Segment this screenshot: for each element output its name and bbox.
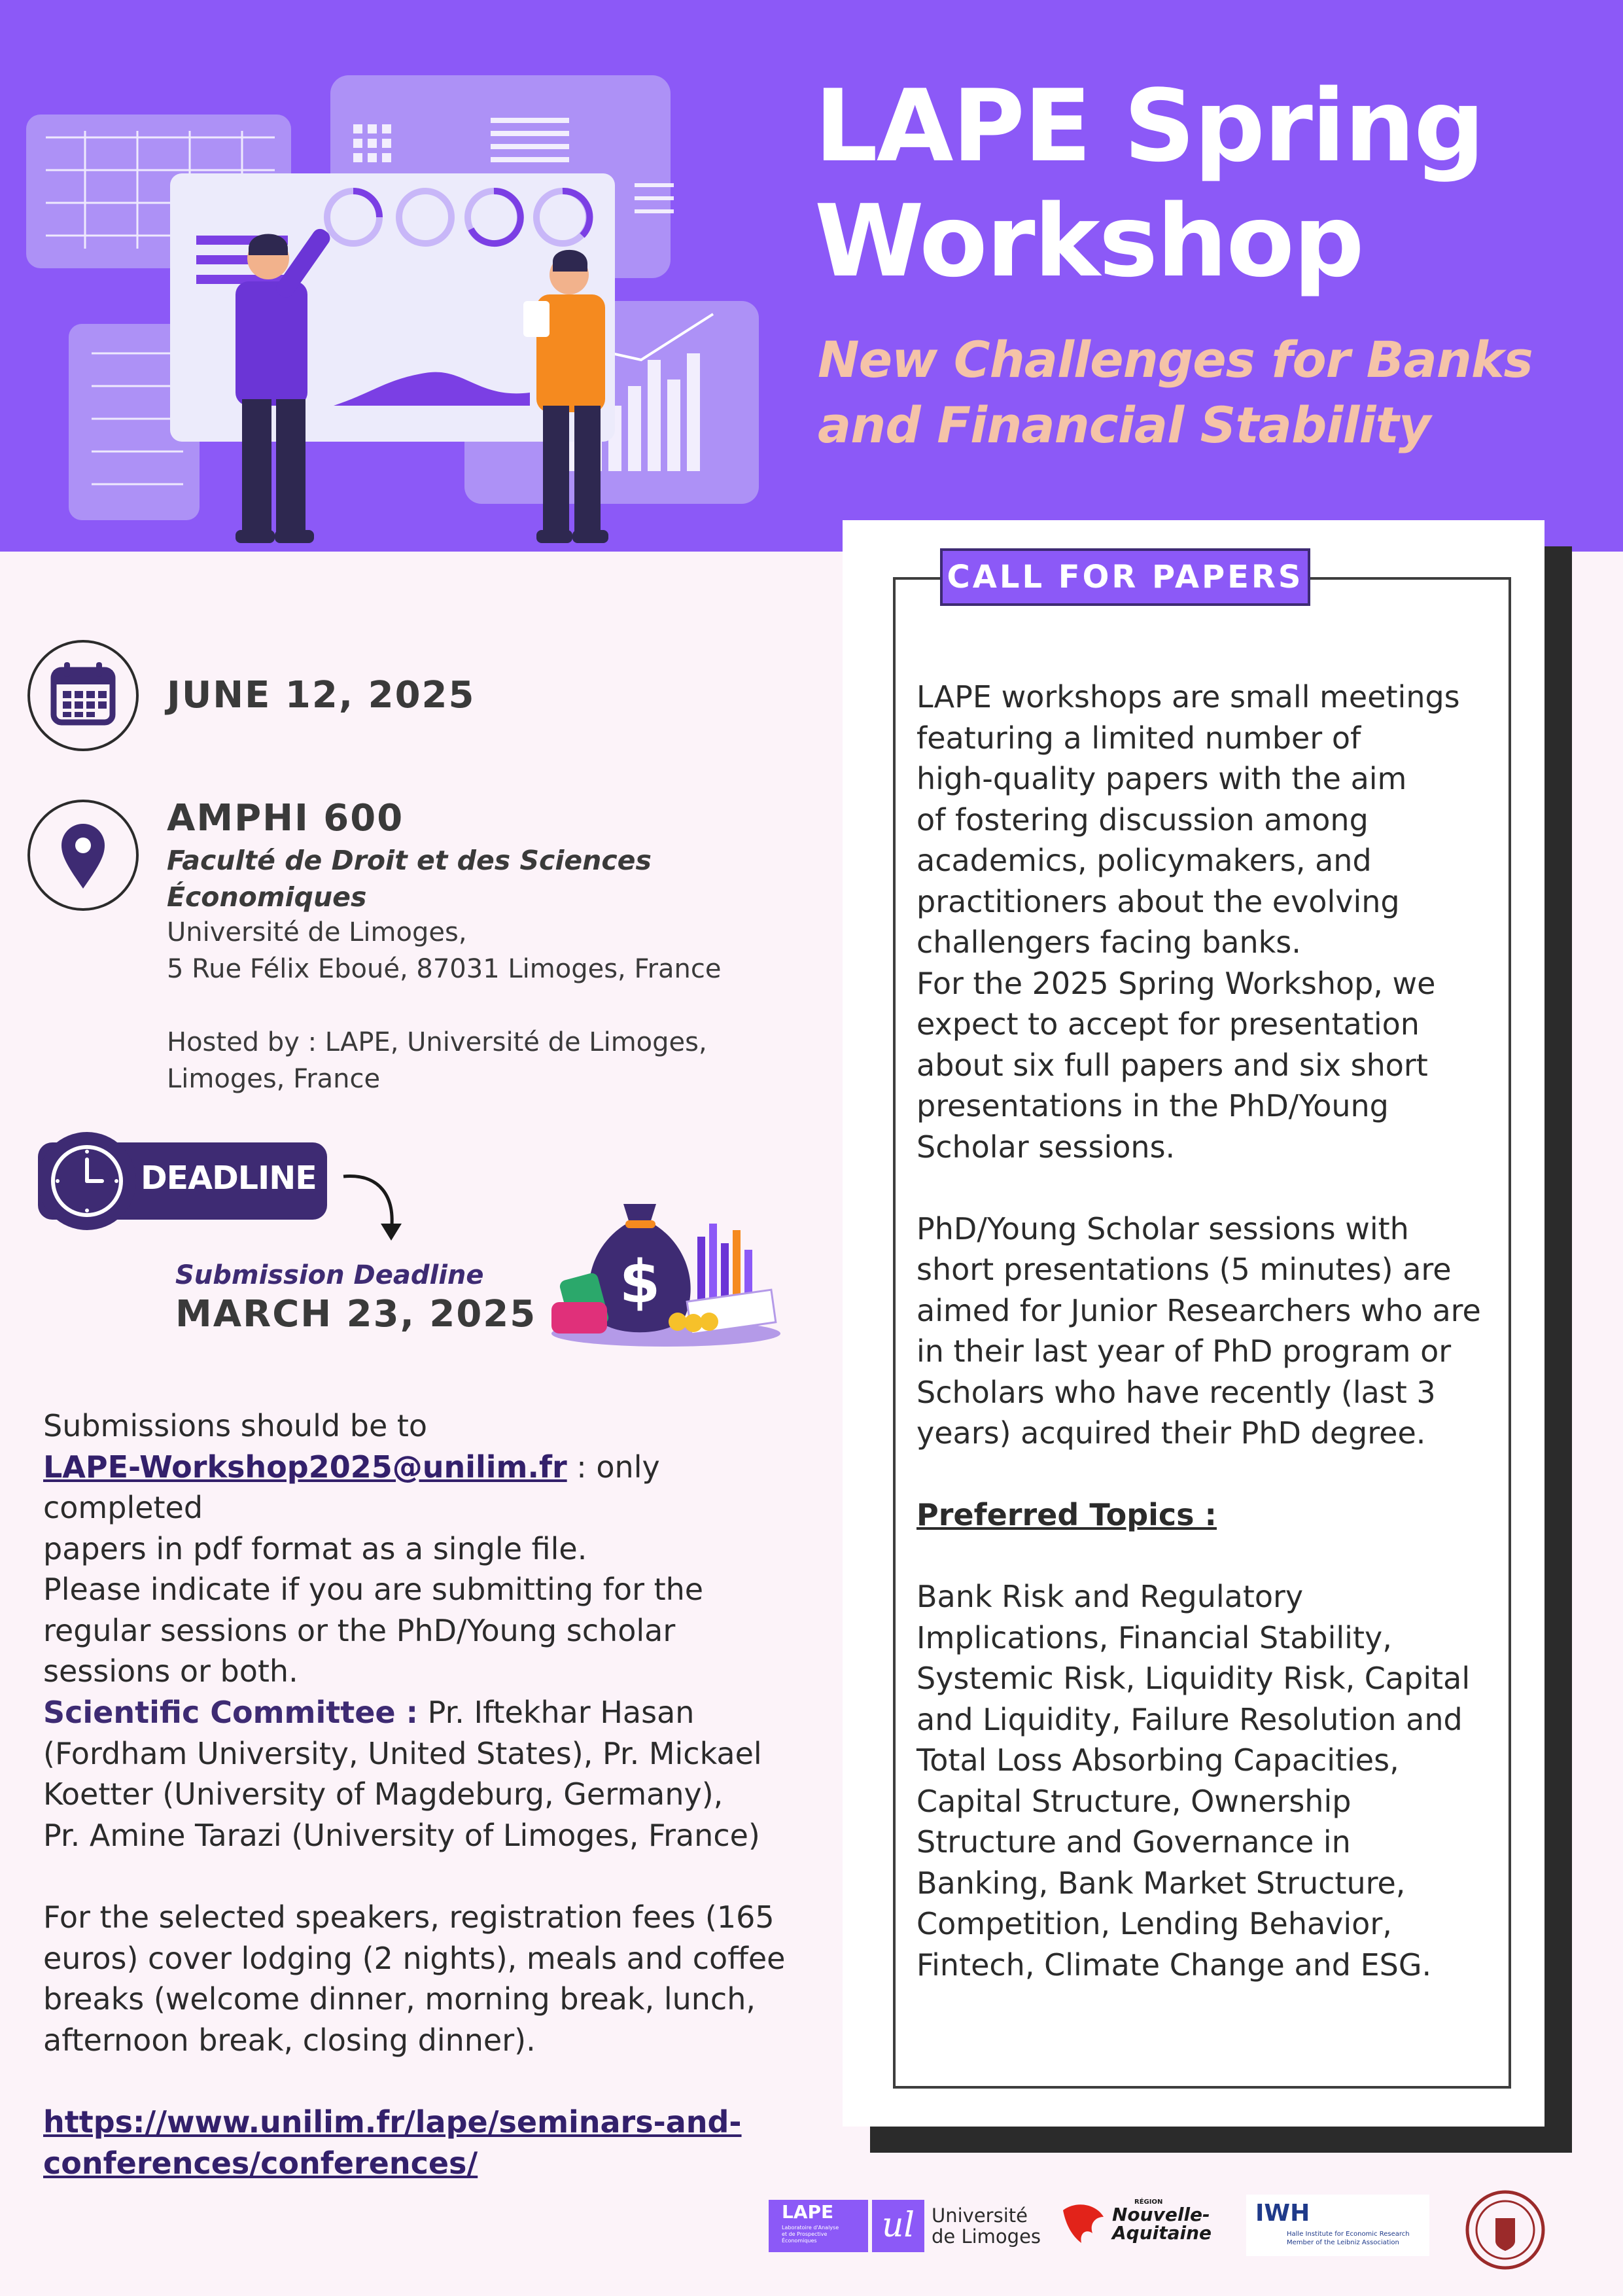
- committee-line-2: (Fordham University, United States), Pr. Mickael: [43, 1735, 762, 1771]
- title-line-2: Workshop: [814, 183, 1363, 299]
- fees-line-4: afternoon break, closing dinner).: [43, 2022, 536, 2058]
- title-line-1: LAPE Spring: [814, 68, 1484, 184]
- topics-line: Implications, Financial Stability,: [916, 1619, 1392, 1655]
- iwh-logo-text: IWH: [1255, 2200, 1310, 2227]
- address-line-2: 5 Rue Félix Eboué, 87031 Limoges, France: [167, 954, 722, 984]
- cfp-p2-line: aimed for Junior Researchers who are: [916, 1292, 1481, 1328]
- cfp-p1-line: about six full papers and six short: [916, 1047, 1428, 1083]
- website-link-line-2[interactable]: conferences/conferences/: [43, 2145, 478, 2181]
- region-line-2: Aquitaine: [1112, 2222, 1212, 2244]
- iwh-logo-subtext: [1287, 2230, 1410, 2247]
- region-logo-mark: [1056, 2197, 1109, 2253]
- topics-line: Total Loss Absorbing Capacities,: [916, 1742, 1399, 1778]
- address-line-1: Université de Limoges,: [167, 917, 467, 947]
- unilim-line-2: de Limoges: [932, 2225, 1041, 2248]
- iwh-sub-1: Halle Institute for Economic Research: [1287, 2231, 1410, 2238]
- preferred-topics-label: Preferred Topics :: [916, 1497, 1217, 1532]
- clock-icon: [38, 1132, 136, 1230]
- submission-line-5: regular sessions or the PhD/Young scholar: [43, 1612, 676, 1648]
- event-date: JUNE 12, 2025: [167, 674, 476, 716]
- lape-logo: [769, 2200, 868, 2252]
- cfp-p1-line: LAPE workshops are small meetings: [916, 679, 1460, 715]
- submission-intro: Submissions should be to: [43, 1408, 428, 1443]
- region-logo-text: [1112, 2199, 1212, 2242]
- cfp-p2-line: PhD/Young Scholar sessions with: [916, 1210, 1409, 1246]
- topics-line: Competition, Lending Behavior,: [916, 1906, 1392, 1941]
- faculty-line-2: Économiques: [167, 881, 367, 913]
- page-subtitle: [818, 327, 1603, 458]
- fees-line-1: For the selected speakers, registration fees (165: [43, 1899, 775, 1935]
- call-for-papers-body: [916, 677, 1505, 1985]
- region-small: RÉGION: [1134, 2199, 1163, 2206]
- submission-deadline-label: Submission Deadline: [175, 1260, 484, 1290]
- website-link-line-1[interactable]: https://www.unilim.fr/lape/seminars-and-: [43, 2104, 742, 2140]
- unilim-logo-mark: ul: [872, 2200, 924, 2252]
- cfp-p2-line: in their last year of PhD program or: [916, 1333, 1452, 1369]
- region-line-1: Nouvelle-: [1112, 2204, 1210, 2225]
- submission-line-3: papers in pdf format as a single file.: [43, 1530, 587, 1566]
- topics-line: Capital Structure, Ownership: [916, 1783, 1352, 1819]
- registration-fees: [43, 1897, 815, 2060]
- analytics-illustration: [20, 65, 772, 550]
- cfp-p1-line: academics, policymakers, and: [916, 843, 1372, 878]
- lape-logo-text: LAPE: [782, 2201, 834, 2223]
- faculty-line-1: Faculté de Droit et des Sciences: [167, 845, 652, 876]
- spacer: [916, 1167, 1505, 1209]
- committee-line-1: [43, 1692, 815, 1733]
- lape-sub-2: et de Prospective: [782, 2231, 828, 2237]
- topics-line: Systemic Risk, Liquidity Risk, Capital: [916, 1661, 1471, 1696]
- spacer: [916, 1454, 1505, 1495]
- topics-line: and Liquidity, Failure Resolution and: [916, 1701, 1463, 1737]
- scientific-committee: [43, 1692, 815, 1856]
- submission-line-4: Please indicate if you are submitting for the: [43, 1572, 704, 1607]
- calendar-icon-circle: [27, 640, 139, 751]
- committee-line-3: Koetter (University of Magdeburg, Germany),: [43, 1776, 724, 1812]
- clock-icon-circle: [38, 1132, 136, 1230]
- submission-instructions: [43, 1405, 815, 1692]
- cfp-paragraph-1: [916, 677, 1505, 1167]
- topics-line: Structure and Governance in: [916, 1824, 1351, 1860]
- money-bag-illustration: [548, 1184, 790, 1348]
- submission-email-link[interactable]: LAPE-Workshop2025@unilim.fr: [43, 1449, 567, 1485]
- lape-sub-1: Laboratoire d'Analyse: [782, 2225, 839, 2231]
- cfp-paragraph-2: [916, 1209, 1505, 1454]
- subtitle-line-2: and Financial Stability: [818, 396, 1431, 454]
- subtitle-line-1: New Challenges for Banks: [818, 330, 1533, 389]
- cfp-p2-line: Scholars who have recently (last 3: [916, 1374, 1436, 1410]
- calendar-icon: [30, 643, 136, 749]
- preferred-topics-list: [916, 1576, 1505, 1985]
- cfp-p1-line: challengers facing banks.: [916, 925, 1301, 960]
- curved-arrow-icon: [340, 1170, 412, 1248]
- hosted-by: [167, 1024, 742, 1097]
- cfp-p1-line: practitioners about the evolving: [916, 883, 1400, 919]
- location-address: [167, 914, 742, 987]
- cfp-p1-line: For the 2025 Spring Workshop, we: [916, 965, 1436, 1001]
- iwh-sub-2: Member of the Leibniz Association: [1287, 2239, 1399, 2246]
- unilim-logo-text: [932, 2205, 1041, 2247]
- cfp-p1-line: expect to accept for presentation: [916, 1006, 1420, 1042]
- lape-logo-subtext: [782, 2225, 839, 2244]
- committee-line-4: Pr. Amine Tarazi (University of Limoges, France): [43, 1817, 760, 1853]
- map-pin-icon: [30, 802, 136, 908]
- hosted-line-2: Limoges, France: [167, 1064, 381, 1094]
- cfp-p2-line: years) acquired their PhD degree.: [916, 1415, 1426, 1451]
- cfp-p1-line: high-quality papers with the aim: [916, 761, 1407, 796]
- fees-line-2: euros) cover lodging (2 nights), meals and coffee: [43, 1940, 786, 1976]
- unilim-line-1: Université: [932, 2204, 1028, 2227]
- cfp-p1-line: of fostering discussion among: [916, 802, 1369, 838]
- committee-label: Scientific Committee :: [43, 1695, 419, 1730]
- committee-line-1-text: Pr. Iftekhar Hasan: [418, 1695, 695, 1730]
- spacer: [916, 1536, 1505, 1577]
- cfp-p1-line: featuring a limited number of: [916, 720, 1361, 756]
- svg-text:$: $: [619, 1248, 661, 1316]
- cfp-p1-line: Scholar sessions.: [916, 1129, 1176, 1165]
- submission-email-line: [43, 1447, 815, 1528]
- deadline-label: DEADLINE: [141, 1159, 317, 1197]
- website-link[interactable]: [43, 2102, 815, 2183]
- topics-line: Fintech, Climate Change and ESG.: [916, 1947, 1432, 1983]
- iwh-logo: [1246, 2195, 1429, 2256]
- page-title: [814, 69, 1599, 299]
- map-pin-icon-circle: [27, 800, 139, 911]
- cfp-p2-line: short presentations (5 minutes) are: [916, 1252, 1452, 1287]
- hosted-line-1: Hosted by : LAPE, Université de Limoges,: [167, 1027, 707, 1057]
- lape-sub-3: Économiques: [782, 2238, 817, 2244]
- fees-line-3: breaks (welcome dinner, morning break, lunch,: [43, 1981, 756, 2017]
- cfp-p1-line: presentations in the PhD/Young: [916, 1088, 1389, 1123]
- submission-line-6: sessions or both.: [43, 1653, 298, 1689]
- submission-deadline-date: MARCH 23, 2025: [175, 1293, 537, 1335]
- location-title: AMPHI 600: [167, 797, 404, 839]
- university-seal-logo: [1464, 2189, 1546, 2271]
- call-for-papers-heading: CALL FOR PAPERS: [940, 548, 1310, 606]
- topics-line: Bank Risk and Regulatory: [916, 1579, 1304, 1614]
- topics-line: Banking, Bank Market Structure,: [916, 1865, 1406, 1901]
- location-faculty: [167, 842, 664, 915]
- submission-after-email: : only completed: [43, 1449, 660, 1525]
